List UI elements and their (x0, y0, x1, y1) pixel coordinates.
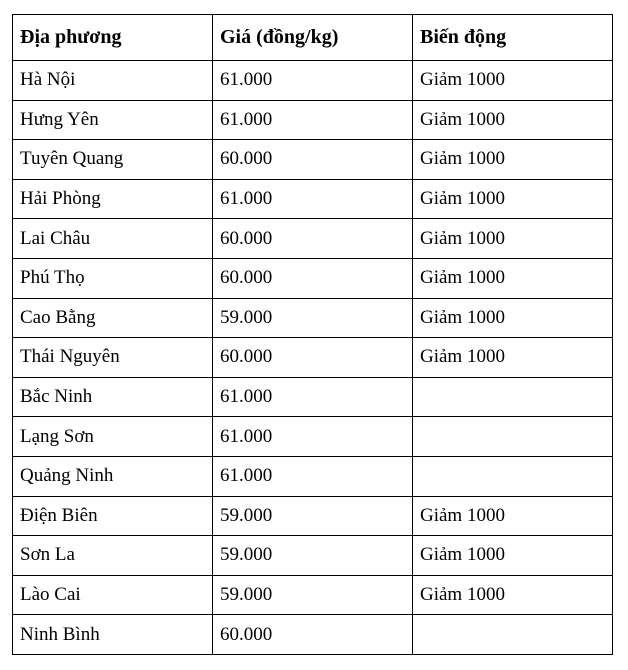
cell-change: Giảm 1000 (413, 298, 613, 338)
cell-change (413, 456, 613, 496)
cell-location: Lai Châu (13, 219, 213, 259)
cell-price: 61.000 (213, 456, 413, 496)
table-row (13, 575, 613, 615)
table-row (13, 140, 613, 180)
table-body (13, 61, 613, 655)
cell-price: 59.000 (213, 298, 413, 338)
table-row (13, 179, 613, 219)
table-row (13, 417, 613, 457)
table-row (13, 61, 613, 101)
cell-location: Phú Thọ (13, 258, 213, 298)
cell-location: Hà Nội (13, 61, 213, 101)
cell-price: 59.000 (213, 536, 413, 576)
table-row (13, 615, 613, 655)
cell-price: 59.000 (213, 575, 413, 615)
cell-price: 61.000 (213, 377, 413, 417)
table-row (13, 298, 613, 338)
cell-change: Giảm 1000 (413, 338, 613, 378)
cell-price: 61.000 (213, 100, 413, 140)
cell-change: Giảm 1000 (413, 100, 613, 140)
cell-change (413, 377, 613, 417)
cell-change (413, 417, 613, 457)
cell-location: Điện Biên (13, 496, 213, 536)
table-header (13, 15, 613, 61)
header-row (13, 15, 613, 61)
cell-location: Hải Phòng (13, 179, 213, 219)
cell-location: Cao Bằng (13, 298, 213, 338)
cell-price: 60.000 (213, 615, 413, 655)
header-price: Giá (đồng/kg) (213, 15, 413, 61)
header-location: Địa phương (13, 15, 213, 61)
cell-location: Lào Cai (13, 575, 213, 615)
cell-price: 60.000 (213, 219, 413, 259)
cell-change: Giảm 1000 (413, 575, 613, 615)
cell-price: 61.000 (213, 179, 413, 219)
cell-price: 60.000 (213, 258, 413, 298)
cell-price: 60.000 (213, 140, 413, 180)
cell-change: Giảm 1000 (413, 61, 613, 101)
table-row (13, 536, 613, 576)
table-row (13, 496, 613, 536)
table-row (13, 219, 613, 259)
cell-location: Ninh Bình (13, 615, 213, 655)
cell-change (413, 615, 613, 655)
cell-price: 59.000 (213, 496, 413, 536)
cell-location: Quảng Ninh (13, 456, 213, 496)
cell-change: Giảm 1000 (413, 536, 613, 576)
cell-change: Giảm 1000 (413, 496, 613, 536)
cell-change: Giảm 1000 (413, 179, 613, 219)
cell-location: Thái Nguyên (13, 338, 213, 378)
table-row (13, 456, 613, 496)
table-row (13, 258, 613, 298)
table-row (13, 377, 613, 417)
table-row (13, 100, 613, 140)
cell-change: Giảm 1000 (413, 140, 613, 180)
cell-price: 61.000 (213, 61, 413, 101)
cell-price: 60.000 (213, 338, 413, 378)
cell-change: Giảm 1000 (413, 219, 613, 259)
header-change: Biến động (413, 15, 613, 61)
table-row (13, 338, 613, 378)
cell-location: Sơn La (13, 536, 213, 576)
cell-location: Tuyên Quang (13, 140, 213, 180)
cell-price: 61.000 (213, 417, 413, 457)
price-table (12, 14, 613, 655)
cell-location: Bắc Ninh (13, 377, 213, 417)
cell-location: Lạng Sơn (13, 417, 213, 457)
cell-change: Giảm 1000 (413, 258, 613, 298)
cell-location: Hưng Yên (13, 100, 213, 140)
